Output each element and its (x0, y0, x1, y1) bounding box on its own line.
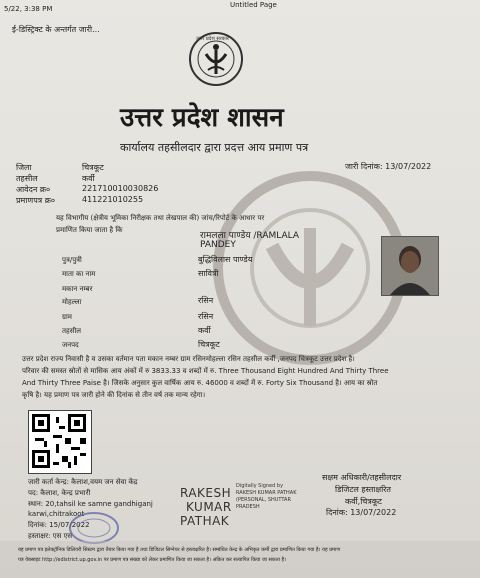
top-note: ई-डिस्ट्रिक्ट के अन्तर्गत जारी... (12, 25, 100, 34)
kendra-line-6: हस्ताक्षर: एस एस (28, 532, 73, 540)
qr-code[interactable] (28, 410, 92, 474)
digital-sign-line-4: PRADESH (236, 504, 260, 510)
detail-label-house-no: मकान नम्बर (62, 285, 93, 293)
intro-line-1: यह विभागीय (क्षेत्रीय भूमिका निरीक्षक तथा लेखपाल की) जांच/रिपोर्ट के आधार पर (56, 214, 265, 222)
field-label-district: जिला (16, 163, 32, 172)
header-title: उत्तर प्रदेश शासन (120, 103, 284, 133)
person-name-line-1: रामलला पाण्डेय /RAMLALA (200, 231, 300, 241)
emblem-text: उत्तर प्रदेश सरकार (196, 36, 229, 42)
detail-value-district: चित्रकूट (198, 340, 220, 349)
kendra-line-4: karwi,chitrakoot (28, 510, 85, 518)
digital-sign-line-3: (PERSONAL, SHUTTAR (236, 497, 291, 503)
detail-label-village: ग्राम (62, 313, 72, 321)
footer-line-2: पत्र वेबसाइट http://edistrict.up.gov.in पर प्रमाण पत्र संख्या को लेकर प्रमाणित किया जा सकता है। अंकित कर सत्यापित किया जा सकता है। (18, 557, 287, 563)
kendra-line-1: जारी कर्ता केन्द्र: कैलाश,वयम जन सेवा केंद्र (28, 478, 138, 486)
person-name-line-2: PANDEY (200, 240, 236, 250)
detail-label-mother: माता का नाम (62, 270, 96, 278)
detail-value-mother: सावित्री (198, 269, 219, 278)
detail-value-father: बुद्धिविलास पाण्डेय (198, 255, 253, 264)
kendra-line-2: पद: कैलाश, केन्द्र प्रभारी (28, 489, 91, 497)
field-value-application-no: 221710010030826 (82, 184, 159, 193)
authority-line-3: कर्वी,चित्रकूट (345, 497, 382, 506)
detail-label-district: जनपद (62, 341, 79, 349)
field-label-tehsil: तहसील (16, 174, 38, 183)
field-value-tehsil: कर्वी (82, 174, 95, 183)
field-label-certificate-no: प्रमाणपत्र क्र० (16, 196, 55, 205)
detail-value-village: रसिन (198, 312, 214, 321)
header-subtitle: कार्यालय तहसीलदार द्वारा प्रदत्त आय प्रमाण पत्र (120, 141, 309, 154)
detail-label-father: पुत्र/पुत्री (62, 256, 82, 264)
kendra-line-5: दिनांक: 15/07/2022 (28, 521, 90, 529)
field-value-certificate-no: 411221010255 (82, 195, 144, 204)
authority-line-1: सक्षम अधिकारी/तहसीलदार (322, 473, 402, 482)
issue-date: जारी दिनांक: 13/07/2022 (345, 162, 432, 171)
detail-label-mohalla: मोहल्ला (62, 298, 82, 306)
body-line-2: परिवार की समस्त स्रोतों से मासिक आय अंकों में रु 3833.33 व शब्दों में रु. Three Thousand Eight Hundred And Thirty Three (22, 367, 389, 375)
authority-date: दिनांक: 13/07/2022 (326, 508, 397, 517)
signer-name-line-3: PATHAK (180, 514, 230, 528)
print-page-title: Untitled Page (230, 1, 277, 9)
digital-sign-line-1: Digitally Signed by (236, 483, 284, 489)
kendra-line-3: स्थान: 20,tahsil ke samne gandhiganj (28, 500, 153, 508)
footer-line-1: यह प्रमाण पत्र इलेक्ट्रॉनिक डिलिवरी सिस्टम द्वारा तैयार किया गया है तथा डिजिटल सिग्नेचर से हस्ताक्षरित है। सम्बंधित केन्द्र के अभिकृत कर्मी द्वारा प्रमाणित किया गया है। यह प्रमाण (18, 547, 340, 553)
watermark-emblem-icon (210, 168, 410, 368)
intro-line-2: प्रमाणित किया जाता है कि (56, 226, 123, 234)
body-line-3: And Thirty Three Paise है। जिसके अनुसार कुल वार्षिक आय रु. 46000 व शब्दों में रु. Forty Six Thousand है। आय का स्रोत (22, 379, 378, 387)
field-label-application-no: आवेदन क्र० (16, 185, 51, 194)
signer-name-line-2: KUMAR (186, 500, 232, 514)
body-line-4: कृषि है। यह प्रमाण पत्र जारी होने की दिनांक से तीन वर्ष तक मान्य रहेगा। (22, 391, 206, 399)
signer-name-line-1: RAKESH (180, 486, 232, 500)
print-timestamp: 5/22, 3:38 PM (4, 5, 53, 13)
applicant-photo (381, 236, 439, 296)
authority-line-2: डिजिटल हस्ताक्षरित (335, 485, 391, 494)
field-value-district: चित्रकूट (82, 163, 104, 172)
digital-sign-line-2: RAKESH KUMAR PATHAK (236, 490, 297, 496)
detail-value-mohalla: रसिन (198, 296, 214, 305)
body-line-1: उत्तर प्रदेश राज्य निवासी है व उसका वर्तमान पता मकान नम्बर ग्राम रसिनमोहल्ला रसिन तहसील कर्वी ,जनपद चित्रकूट उत्तर प्रदेश है। (22, 355, 355, 363)
detail-value-tehsil: कर्वी (198, 326, 211, 335)
detail-label-tehsil: तहसील (62, 327, 81, 335)
